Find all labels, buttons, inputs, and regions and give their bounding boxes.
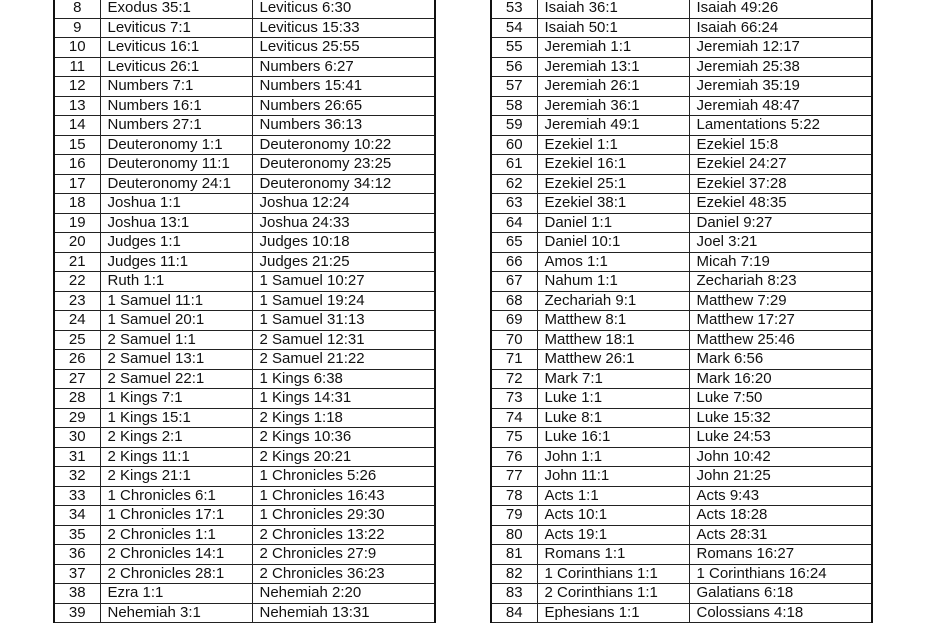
end-reading-cell: 2 Chronicles 27:9 xyxy=(252,545,435,565)
table-row xyxy=(54,330,435,350)
table-row xyxy=(491,545,872,565)
end-reading-cell: 2 Samuel 12:31 xyxy=(252,330,435,350)
end-reading-cell: Ezekiel 48:35 xyxy=(689,194,872,214)
start-reading-cell: Jeremiah 36:1 xyxy=(537,96,689,116)
start-reading-cell: 2 Kings 21:1 xyxy=(100,467,252,487)
start-reading-cell: Deuteronomy 11:1 xyxy=(100,155,252,175)
day-number-cell: 23 xyxy=(54,291,100,311)
start-reading-cell: Deuteronomy 1:1 xyxy=(100,135,252,155)
table-row xyxy=(491,350,872,370)
day-number-cell: 34 xyxy=(54,506,100,526)
start-reading-cell: Jeremiah 49:1 xyxy=(537,116,689,136)
table-row xyxy=(54,369,435,389)
end-reading-cell: Numbers 6:27 xyxy=(252,57,435,77)
table-row xyxy=(491,57,872,77)
start-reading-cell: Jeremiah 1:1 xyxy=(537,38,689,58)
start-reading-cell: Ruth 1:1 xyxy=(100,272,252,292)
start-reading-cell: Ephesians 1:1 xyxy=(537,603,689,623)
table-row xyxy=(54,233,435,253)
end-reading-cell: Jeremiah 12:17 xyxy=(689,38,872,58)
day-number-cell: 30 xyxy=(54,428,100,448)
day-number-cell: 71 xyxy=(491,350,537,370)
start-reading-cell: 2 Samuel 13:1 xyxy=(100,350,252,370)
end-reading-cell: Luke 24:53 xyxy=(689,428,872,448)
table-row xyxy=(491,96,872,116)
day-number-cell: 75 xyxy=(491,428,537,448)
end-reading-cell: Zechariah 8:23 xyxy=(689,272,872,292)
start-reading-cell: Amos 1:1 xyxy=(537,252,689,272)
start-reading-cell: Mark 7:1 xyxy=(537,369,689,389)
table-row xyxy=(54,174,435,194)
table-row xyxy=(491,116,872,136)
table-row xyxy=(54,252,435,272)
day-number-cell: 29 xyxy=(54,408,100,428)
day-number-cell: 38 xyxy=(54,584,100,604)
end-reading-cell: Leviticus 25:55 xyxy=(252,38,435,58)
end-reading-cell: Ezekiel 37:28 xyxy=(689,174,872,194)
day-number-cell: 26 xyxy=(54,350,100,370)
end-reading-cell: Acts 18:28 xyxy=(689,506,872,526)
start-reading-cell: Ezekiel 25:1 xyxy=(537,174,689,194)
table-row xyxy=(54,428,435,448)
table-row xyxy=(491,77,872,97)
end-reading-cell: 1 Samuel 31:13 xyxy=(252,311,435,331)
end-reading-cell: Matthew 25:46 xyxy=(689,330,872,350)
day-number-cell: 74 xyxy=(491,408,537,428)
table-row xyxy=(54,155,435,175)
end-reading-cell: Judges 10:18 xyxy=(252,233,435,253)
day-number-cell: 37 xyxy=(54,564,100,584)
start-reading-cell: Judges 11:1 xyxy=(100,252,252,272)
start-reading-cell: Luke 16:1 xyxy=(537,428,689,448)
table-row xyxy=(54,116,435,136)
day-number-cell: 84 xyxy=(491,603,537,623)
start-reading-cell: Leviticus 26:1 xyxy=(100,57,252,77)
start-reading-cell: 2 Kings 2:1 xyxy=(100,428,252,448)
table-row xyxy=(54,77,435,97)
start-reading-cell: Matthew 26:1 xyxy=(537,350,689,370)
table-row xyxy=(491,135,872,155)
end-reading-cell: Romans 16:27 xyxy=(689,545,872,565)
start-reading-cell: Joshua 1:1 xyxy=(100,194,252,214)
table-row xyxy=(491,213,872,233)
end-reading-cell: Jeremiah 35:19 xyxy=(689,77,872,97)
end-reading-cell: 1 Kings 6:38 xyxy=(252,369,435,389)
start-reading-cell: Romans 1:1 xyxy=(537,545,689,565)
day-number-cell: 18 xyxy=(54,194,100,214)
day-number-cell: 67 xyxy=(491,272,537,292)
day-number-cell: 57 xyxy=(491,77,537,97)
table-row xyxy=(491,272,872,292)
start-reading-cell: Leviticus 16:1 xyxy=(100,38,252,58)
start-reading-cell: Zechariah 9:1 xyxy=(537,291,689,311)
table-row xyxy=(491,155,872,175)
end-reading-cell: Daniel 9:27 xyxy=(689,213,872,233)
day-number-cell: 77 xyxy=(491,467,537,487)
table-row xyxy=(54,194,435,214)
day-number-cell: 14 xyxy=(54,116,100,136)
start-reading-cell: 2 Corinthians 1:1 xyxy=(537,584,689,604)
end-reading-cell: Matthew 7:29 xyxy=(689,291,872,311)
table-row xyxy=(54,408,435,428)
day-number-cell: 13 xyxy=(54,96,100,116)
start-reading-cell: 2 Samuel 1:1 xyxy=(100,330,252,350)
day-number-cell: 79 xyxy=(491,506,537,526)
end-reading-cell: 1 Corinthians 16:24 xyxy=(689,564,872,584)
day-number-cell: 15 xyxy=(54,135,100,155)
table-row xyxy=(491,38,872,58)
start-reading-cell: Nahum 1:1 xyxy=(537,272,689,292)
day-number-cell: 36 xyxy=(54,545,100,565)
table-row xyxy=(54,389,435,409)
end-reading-cell: Mark 6:56 xyxy=(689,350,872,370)
end-reading-cell: Leviticus 15:33 xyxy=(252,18,435,38)
table-row xyxy=(54,213,435,233)
start-reading-cell: Acts 1:1 xyxy=(537,486,689,506)
table-row xyxy=(54,350,435,370)
table-row xyxy=(491,447,872,467)
table-row xyxy=(491,0,872,18)
day-number-cell: 22 xyxy=(54,272,100,292)
table-row xyxy=(491,330,872,350)
table-row xyxy=(54,18,435,38)
end-reading-cell: Numbers 36:13 xyxy=(252,116,435,136)
end-reading-cell: Acts 28:31 xyxy=(689,525,872,545)
start-reading-cell: Joshua 13:1 xyxy=(100,213,252,233)
start-reading-cell: Exodus 35:1 xyxy=(100,0,252,18)
end-reading-cell: 1 Chronicles 16:43 xyxy=(252,486,435,506)
day-number-cell: 21 xyxy=(54,252,100,272)
day-number-cell: 32 xyxy=(54,467,100,487)
start-reading-cell: 1 Chronicles 17:1 xyxy=(100,506,252,526)
start-reading-cell: Jeremiah 13:1 xyxy=(537,57,689,77)
day-number-cell: 72 xyxy=(491,369,537,389)
day-number-cell: 20 xyxy=(54,233,100,253)
day-number-cell: 25 xyxy=(54,330,100,350)
day-number-cell: 10 xyxy=(54,38,100,58)
day-number-cell: 27 xyxy=(54,369,100,389)
table-row xyxy=(54,272,435,292)
table-row xyxy=(54,467,435,487)
table-row xyxy=(54,135,435,155)
end-reading-cell: Ezekiel 24:27 xyxy=(689,155,872,175)
end-reading-cell: Isaiah 66:24 xyxy=(689,18,872,38)
start-reading-cell: 2 Samuel 22:1 xyxy=(100,369,252,389)
day-number-cell: 66 xyxy=(491,252,537,272)
day-number-cell: 56 xyxy=(491,57,537,77)
start-reading-cell: 1 Samuel 20:1 xyxy=(100,311,252,331)
start-reading-cell: Judges 1:1 xyxy=(100,233,252,253)
end-reading-cell: Leviticus 6:30 xyxy=(252,0,435,18)
table-row xyxy=(491,564,872,584)
end-reading-cell: Joshua 12:24 xyxy=(252,194,435,214)
day-number-cell: 53 xyxy=(491,0,537,18)
end-reading-cell: Jeremiah 25:38 xyxy=(689,57,872,77)
start-reading-cell: Numbers 27:1 xyxy=(100,116,252,136)
day-number-cell: 9 xyxy=(54,18,100,38)
start-reading-cell: Jeremiah 26:1 xyxy=(537,77,689,97)
table-row xyxy=(491,194,872,214)
table-row xyxy=(491,252,872,272)
start-reading-cell: 2 Chronicles 14:1 xyxy=(100,545,252,565)
start-reading-cell: Leviticus 7:1 xyxy=(100,18,252,38)
table-row xyxy=(54,447,435,467)
start-reading-cell: Deuteronomy 24:1 xyxy=(100,174,252,194)
day-number-cell: 62 xyxy=(491,174,537,194)
end-reading-cell: 1 Chronicles 29:30 xyxy=(252,506,435,526)
end-reading-cell: 2 Chronicles 13:22 xyxy=(252,525,435,545)
table-row xyxy=(491,506,872,526)
start-reading-cell: Daniel 10:1 xyxy=(537,233,689,253)
table-row xyxy=(491,369,872,389)
start-reading-cell: 1 Samuel 11:1 xyxy=(100,291,252,311)
table-row xyxy=(491,174,872,194)
day-number-cell: 83 xyxy=(491,584,537,604)
start-reading-cell: Numbers 7:1 xyxy=(100,77,252,97)
start-reading-cell: Acts 19:1 xyxy=(537,525,689,545)
end-reading-cell: Lamentations 5:22 xyxy=(689,116,872,136)
start-reading-cell: Isaiah 50:1 xyxy=(537,18,689,38)
start-reading-cell: Luke 8:1 xyxy=(537,408,689,428)
reading-plan-table-left xyxy=(53,0,436,623)
start-reading-cell: John 11:1 xyxy=(537,467,689,487)
table-row xyxy=(491,467,872,487)
table-row xyxy=(491,311,872,331)
end-reading-cell: Matthew 17:27 xyxy=(689,311,872,331)
start-reading-cell: 2 Chronicles 28:1 xyxy=(100,564,252,584)
day-number-cell: 76 xyxy=(491,447,537,467)
start-reading-cell: 2 Chronicles 1:1 xyxy=(100,525,252,545)
day-number-cell: 8 xyxy=(54,0,100,18)
day-number-cell: 80 xyxy=(491,525,537,545)
start-reading-cell: 2 Kings 11:1 xyxy=(100,447,252,467)
day-number-cell: 31 xyxy=(54,447,100,467)
day-number-cell: 59 xyxy=(491,116,537,136)
end-reading-cell: Nehemiah 2:20 xyxy=(252,584,435,604)
day-number-cell: 16 xyxy=(54,155,100,175)
end-reading-cell: Joshua 24:33 xyxy=(252,213,435,233)
day-number-cell: 33 xyxy=(54,486,100,506)
day-number-cell: 12 xyxy=(54,77,100,97)
day-number-cell: 70 xyxy=(491,330,537,350)
end-reading-cell: Deuteronomy 34:12 xyxy=(252,174,435,194)
day-number-cell: 39 xyxy=(54,603,100,623)
table-row xyxy=(54,291,435,311)
day-number-cell: 68 xyxy=(491,291,537,311)
end-reading-cell: Ezekiel 15:8 xyxy=(689,135,872,155)
end-reading-cell: Luke 15:32 xyxy=(689,408,872,428)
day-number-cell: 73 xyxy=(491,389,537,409)
table-row xyxy=(54,545,435,565)
day-number-cell: 63 xyxy=(491,194,537,214)
day-number-cell: 24 xyxy=(54,311,100,331)
table-row xyxy=(54,486,435,506)
table-row xyxy=(54,506,435,526)
table-row xyxy=(491,428,872,448)
day-number-cell: 28 xyxy=(54,389,100,409)
end-reading-cell: 2 Kings 1:18 xyxy=(252,408,435,428)
start-reading-cell: Numbers 16:1 xyxy=(100,96,252,116)
end-reading-cell: 1 Samuel 10:27 xyxy=(252,272,435,292)
end-reading-cell: Judges 21:25 xyxy=(252,252,435,272)
start-reading-cell: Matthew 8:1 xyxy=(537,311,689,331)
day-number-cell: 69 xyxy=(491,311,537,331)
day-number-cell: 19 xyxy=(54,213,100,233)
table-row xyxy=(491,233,872,253)
day-number-cell: 54 xyxy=(491,18,537,38)
start-reading-cell: Nehemiah 3:1 xyxy=(100,603,252,623)
table-row xyxy=(54,96,435,116)
end-reading-cell: Deuteronomy 10:22 xyxy=(252,135,435,155)
day-number-cell: 60 xyxy=(491,135,537,155)
end-reading-cell: John 21:25 xyxy=(689,467,872,487)
end-reading-cell: 2 Samuel 21:22 xyxy=(252,350,435,370)
start-reading-cell: 1 Corinthians 1:1 xyxy=(537,564,689,584)
end-reading-cell: Luke 7:50 xyxy=(689,389,872,409)
table-row xyxy=(491,291,872,311)
end-reading-cell: John 10:42 xyxy=(689,447,872,467)
end-reading-cell: 1 Chronicles 5:26 xyxy=(252,467,435,487)
end-reading-cell: Joel 3:21 xyxy=(689,233,872,253)
table-row xyxy=(54,584,435,604)
end-reading-cell: 2 Kings 10:36 xyxy=(252,428,435,448)
end-reading-cell: Isaiah 49:26 xyxy=(689,0,872,18)
day-number-cell: 78 xyxy=(491,486,537,506)
day-number-cell: 64 xyxy=(491,213,537,233)
table-row xyxy=(54,564,435,584)
start-reading-cell: Acts 10:1 xyxy=(537,506,689,526)
start-reading-cell: Ezra 1:1 xyxy=(100,584,252,604)
start-reading-cell: Isaiah 36:1 xyxy=(537,0,689,18)
end-reading-cell: Acts 9:43 xyxy=(689,486,872,506)
table-row xyxy=(54,525,435,545)
start-reading-cell: Luke 1:1 xyxy=(537,389,689,409)
start-reading-cell: Ezekiel 38:1 xyxy=(537,194,689,214)
table-row xyxy=(491,408,872,428)
start-reading-cell: Daniel 1:1 xyxy=(537,213,689,233)
table-row xyxy=(54,0,435,18)
start-reading-cell: Ezekiel 1:1 xyxy=(537,135,689,155)
end-reading-cell: Jeremiah 48:47 xyxy=(689,96,872,116)
reading-plan-table-right xyxy=(490,0,873,623)
end-reading-cell: Numbers 26:65 xyxy=(252,96,435,116)
start-reading-cell: 1 Kings 15:1 xyxy=(100,408,252,428)
end-reading-cell: Nehemiah 13:31 xyxy=(252,603,435,623)
day-number-cell: 82 xyxy=(491,564,537,584)
end-reading-cell: Deuteronomy 23:25 xyxy=(252,155,435,175)
start-reading-cell: Ezekiel 16:1 xyxy=(537,155,689,175)
table-row xyxy=(54,57,435,77)
start-reading-cell: 1 Kings 7:1 xyxy=(100,389,252,409)
end-reading-cell: Colossians 4:18 xyxy=(689,603,872,623)
table-row xyxy=(491,525,872,545)
day-number-cell: 55 xyxy=(491,38,537,58)
table-row xyxy=(491,389,872,409)
day-number-cell: 61 xyxy=(491,155,537,175)
end-reading-cell: Numbers 15:41 xyxy=(252,77,435,97)
table-row xyxy=(491,18,872,38)
end-reading-cell: 1 Samuel 19:24 xyxy=(252,291,435,311)
day-number-cell: 65 xyxy=(491,233,537,253)
end-reading-cell: Mark 16:20 xyxy=(689,369,872,389)
start-reading-cell: 1 Chronicles 6:1 xyxy=(100,486,252,506)
end-reading-cell: 1 Kings 14:31 xyxy=(252,389,435,409)
day-number-cell: 58 xyxy=(491,96,537,116)
day-number-cell: 81 xyxy=(491,545,537,565)
day-number-cell: 35 xyxy=(54,525,100,545)
day-number-cell: 17 xyxy=(54,174,100,194)
start-reading-cell: Matthew 18:1 xyxy=(537,330,689,350)
end-reading-cell: Micah 7:19 xyxy=(689,252,872,272)
start-reading-cell: John 1:1 xyxy=(537,447,689,467)
table-row xyxy=(491,584,872,604)
day-number-cell: 11 xyxy=(54,57,100,77)
table-row xyxy=(54,38,435,58)
end-reading-cell: 2 Kings 20:21 xyxy=(252,447,435,467)
table-row xyxy=(491,486,872,506)
end-reading-cell: 2 Chronicles 36:23 xyxy=(252,564,435,584)
table-row xyxy=(54,311,435,331)
end-reading-cell: Galatians 6:18 xyxy=(689,584,872,604)
